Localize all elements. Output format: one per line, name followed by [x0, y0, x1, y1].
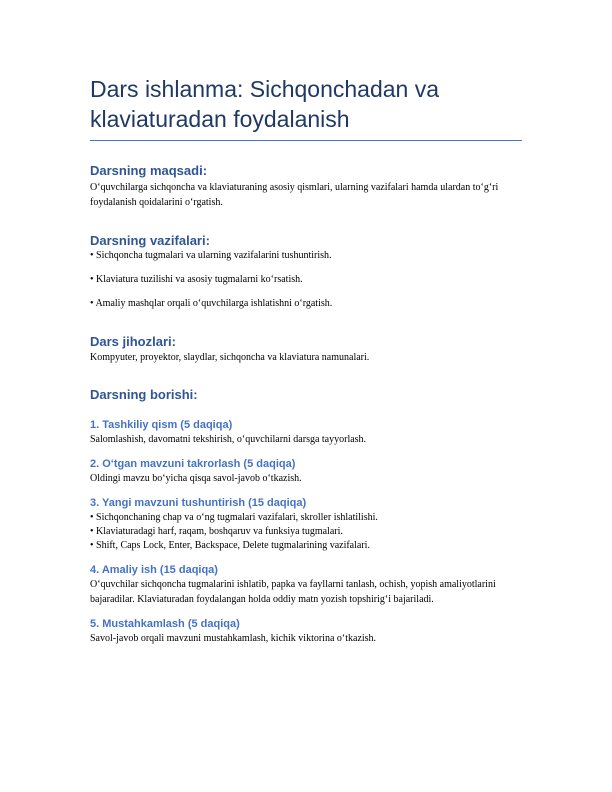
stage	[90, 418, 522, 447]
equipment-section	[90, 334, 522, 365]
document-page	[90, 74, 522, 646]
equipment-heading: Dars jihozlari:	[90, 334, 176, 349]
stage-title: 3. Yangi mavzuni tushuntirish (15 daqiqa)	[90, 497, 307, 509]
process-section	[90, 387, 522, 646]
process-heading: Darsning borishi:	[90, 387, 198, 402]
stage	[90, 496, 522, 553]
stage-title: 1. Tashkiliy qism (5 daqiqa)	[90, 419, 233, 431]
stage	[90, 457, 522, 486]
stage-title: 2. O‘tgan mavzuni takrorlash (5 daqiqa)	[90, 458, 296, 470]
stage-text: O‘quvchilar sichqoncha tugmalarini ishlatib, papka va fayllarni tanlash, ochish, yopish amaliyotlarini bajaradilar. Klaviaturadan foydalangan holda oddiy matn yozish topshirig‘i bajariladi.	[90, 579, 496, 605]
equipment-text: Kompyuter, proyektor, slaydlar, sichqoncha va klaviatura namunalari.	[90, 352, 370, 363]
stage-bullet: • Shift, Caps Lock, Enter, Backspace, Delete tugmalarining vazifalari.	[90, 540, 370, 551]
task-item: • Klaviatura tuzilishi va asosiy tugmalarni ko‘rsatish.	[90, 274, 303, 285]
goal-section	[90, 163, 522, 210]
stage-title: 5. Mustahkamlash (5 daqiqa)	[90, 618, 240, 630]
stage-bullet: • Klaviaturadagi harf, raqam, boshqaruv va funksiya tugmalari.	[90, 526, 343, 537]
stage	[90, 563, 522, 607]
stage-title: 4. Amaliy ish (15 daqiqa)	[90, 564, 218, 576]
stage-bullet: • Sichqonchaning chap va o‘ng tugmalari vazifalari, skroller ishlatilishi.	[90, 512, 378, 523]
task-item: • Amaliy mashqlar orqali o‘quvchilarga ishlatishni o‘rgatish.	[90, 298, 333, 309]
tasks-heading: Darsning vazifalari:	[90, 233, 210, 248]
stage-text: Salomlashish, davomatni tekshirish, o‘quvchilarni darsga tayyorlash.	[90, 434, 367, 445]
goal-text: O‘quvchilarga sichqoncha va klaviaturaning asosiy qismlari, ularning vazifalari hamda ulardan to‘g‘ri foydalanish qoidalarini o‘rgatish.	[90, 182, 499, 208]
tasks-section	[90, 233, 522, 311]
stage-text: Oldingi mavzu bo‘yicha qisqa savol-javob o‘tkazish.	[90, 473, 302, 484]
task-item: • Sichqoncha tugmalari va ularning vazifalarini tushuntirish.	[90, 250, 332, 261]
stage	[90, 617, 522, 646]
stage-text: Savol-javob orqali mavzuni mustahkamlash, kichik viktorina o‘tkazish.	[90, 633, 377, 644]
document-title: Dars ishlanma: Sichqonchadan va klaviaturadan foydalanish	[90, 74, 522, 141]
goal-heading: Darsning maqsadi:	[90, 163, 208, 178]
